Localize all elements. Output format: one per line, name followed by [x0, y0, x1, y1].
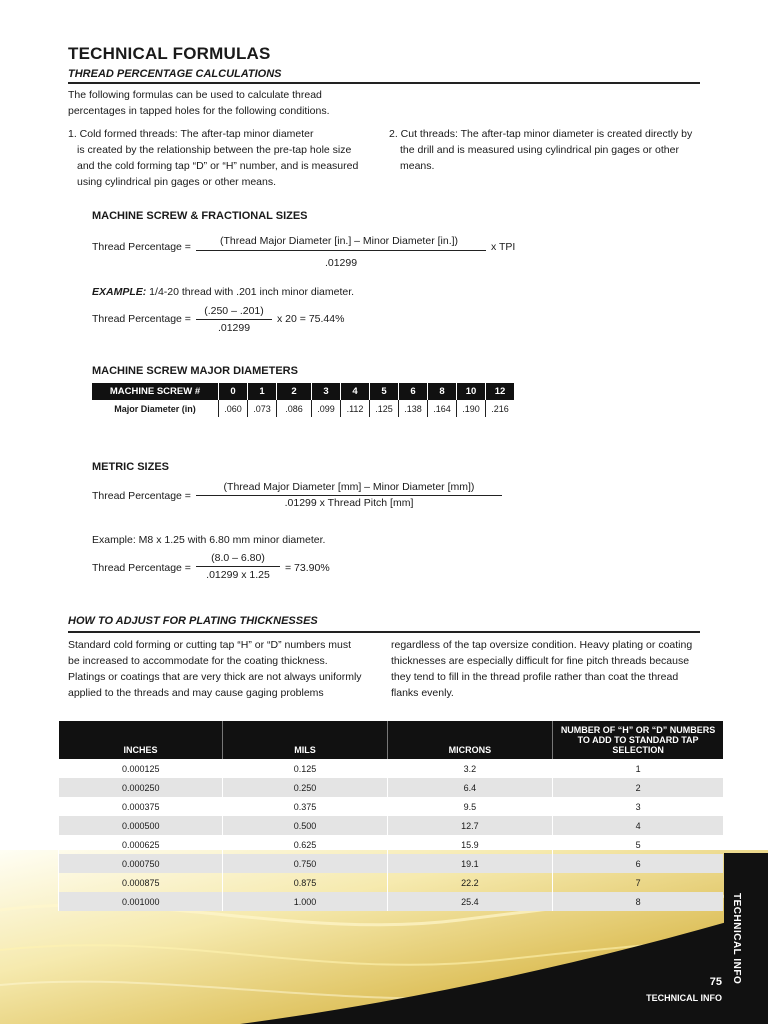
page-number: 75 — [709, 976, 722, 988]
fraction-bar — [196, 566, 280, 567]
divider — [68, 631, 700, 633]
example-numerator: (.250 – .201) — [204, 305, 264, 317]
metric-denominator: .01299 x Thread Pitch [mm] — [284, 497, 414, 509]
table-row: 0.000875 0.875 22.2 7 — [59, 873, 724, 892]
example-denominator: .01299 — [217, 322, 251, 334]
formula-numerator: (Thread Major Diameter [in.] – Minor Diameter [in.]) — [219, 235, 459, 247]
plating-paragraph-left: Standard cold forming or cutting tap “H” or “D” numbers must be increased to accommodate for the coating thickness. Platings or coatings that are very thick are not always uniformly applied to the threads and may cause gaging problems — [68, 639, 362, 699]
condition-cold-formed: 1. Cold formed threads: The after-tap minor diameter is created by the relationship between the pre-tap hole size and the cold forming tap “D” or “H” number, and is measured using cylindrical pin gages or other means. — [68, 128, 359, 188]
table-row: 0.000750 0.750 19.1 6 — [59, 854, 724, 873]
metric-formula-label: Thread Percentage = — [92, 490, 191, 502]
metric-example-numerator: (8.0 – 6.80) — [211, 552, 265, 564]
side-tab-label: TECHNICAL INFO — [731, 893, 742, 985]
metric-example-label: Thread Percentage = — [92, 562, 191, 574]
table-row: Major Diameter (in) .060 .073 .086 .099 .112 .125 .138 .164 .190 .216 — [92, 400, 514, 417]
page-title: TECHNICAL FORMULAS — [68, 44, 271, 63]
fraction-bar — [196, 495, 502, 496]
intro-paragraph: The following formulas can be used to calculate thread percentages in tapped holes for the following conditions. — [68, 89, 330, 117]
table-header-row: MACHINE SCREW # 0 1 2 3 4 5 6 8 10 12 — [92, 383, 514, 400]
table-header-row: INCHES MILS MICRONS NUMBER OF “H” OR “D” NUMBERS TO ADD TO STANDARD TAP SELECTION — [59, 721, 724, 759]
example-result: x 20 = 75.44% — [277, 313, 345, 325]
formula-suffix: x TPI — [491, 241, 516, 253]
fractional-heading: MACHINE SCREW & FRACTIONAL SIZES — [92, 210, 308, 222]
table-row: 0.000500 0.500 12.7 4 — [59, 816, 724, 835]
fraction-bar — [196, 319, 272, 320]
plating-paragraph-right: regardless of the tap oversize condition. Heavy plating or coating thicknesses are especially difficult for fine pitch threads because they tend to fill in the thread profile rather than coat the thread flanks evenly. — [391, 639, 693, 699]
section-subtitle: THREAD PERCENTAGE CALCULATIONS — [68, 68, 282, 80]
fraction-bar — [196, 250, 486, 251]
footer-section-label: TECHNICAL INFO — [646, 993, 722, 1003]
major-diameters-heading: MACHINE SCREW MAJOR DIAMETERS — [92, 365, 298, 377]
table-row: 0.001000 1.000 25.4 8 — [59, 892, 724, 911]
table-row: 0.000125 0.125 3.2 1 — [59, 759, 724, 778]
plating-table — [58, 721, 723, 911]
metric-numerator: (Thread Major Diameter [mm] – Minor Diameter [mm]) — [223, 481, 475, 493]
metric-example-denominator: .01299 x 1.25 — [206, 569, 270, 581]
fractional-example: EXAMPLE: 1/4-20 thread with .201 inch minor diameter. — [92, 286, 355, 298]
table-row: 0.000625 0.625 15.9 5 — [59, 835, 724, 854]
metric-example: Example: M8 x 1.25 with 6.80 mm minor diameter. — [92, 534, 326, 546]
example-label: Thread Percentage = — [92, 313, 191, 325]
table-row: 0.000375 0.375 9.5 3 — [59, 797, 724, 816]
condition-cut-threads: 2. Cut threads: The after-tap minor diameter is created directly by the drill and is measured using cylindrical pin gages or other means. — [389, 128, 693, 172]
formula-denominator: .01299 — [324, 257, 358, 269]
plating-heading: HOW TO ADJUST FOR PLATING THICKNESSES — [68, 615, 318, 627]
formula-label: Thread Percentage = — [92, 241, 191, 253]
metric-heading: METRIC SIZES — [92, 461, 170, 473]
divider — [68, 82, 700, 84]
table-row: 0.000250 0.250 6.4 2 — [59, 778, 724, 797]
major-diameters-table — [92, 383, 514, 417]
metric-example-result: = 73.90% — [285, 562, 330, 574]
